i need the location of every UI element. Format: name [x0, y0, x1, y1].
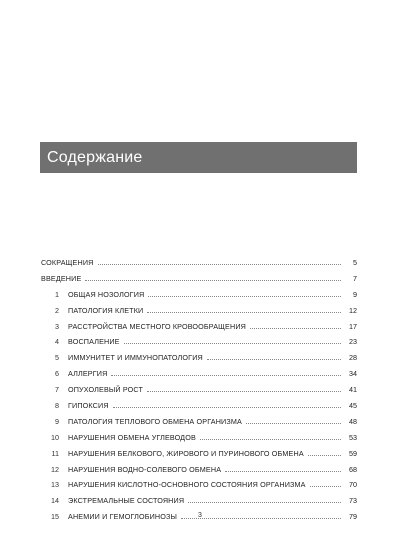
toc-entry-number: 14 [51, 496, 59, 506]
toc-entry-number: 8 [55, 401, 59, 411]
toc-entry[interactable] [41, 301, 357, 315]
toc-entry-page: 48 [349, 416, 357, 426]
table-of-contents [41, 253, 357, 523]
toc-entry-title: НАРУШЕНИЯ ОБМЕНА УГЛЕВОДОВ [68, 432, 196, 442]
toc-entry[interactable] [41, 428, 357, 442]
toc-dot-leader [225, 470, 341, 472]
toc-entry-title: АЛЛЕРГИЯ [68, 369, 108, 379]
toc-entry-number: 6 [55, 369, 59, 379]
toc-entry-title: ПАТОЛОГИЯ ТЕПЛОВОГО ОБМЕНА ОРГАНИЗМА [68, 416, 242, 426]
toc-dot-leader [111, 374, 341, 376]
toc-entry-title: ВВЕДЕНИЕ [41, 273, 82, 283]
toc-entry-number: 5 [55, 353, 59, 363]
toc-dot-leader [250, 327, 341, 329]
toc-entry-number: 2 [55, 305, 59, 315]
toc-entry-page: 68 [349, 464, 357, 474]
toc-dot-leader [124, 342, 341, 344]
toc-dot-leader [207, 358, 341, 360]
toc-dot-leader [147, 311, 341, 313]
toc-entry-page: 70 [349, 480, 357, 490]
toc-entry-page: 23 [349, 337, 357, 347]
toc-entry-number: 11 [51, 448, 59, 458]
toc-entry-title: ОБЩАЯ НОЗОЛОГИЯ [68, 289, 145, 299]
toc-entry-number: 9 [55, 416, 59, 426]
toc-entry[interactable] [41, 332, 357, 346]
toc-entry[interactable] [41, 253, 357, 267]
toc-entry-title: РАССТРОЙСТВА МЕСТНОГО КРОВООБРАЩЕНИЯ [68, 321, 246, 331]
toc-entry-number: 4 [55, 337, 59, 347]
toc-entry-title: ЭКСТРЕМАЛЬНЫЕ СОСТОЯНИЯ [68, 496, 185, 506]
toc-entry-page: 53 [349, 432, 357, 442]
toc-entry-page: 9 [353, 289, 357, 299]
toc-entry-title: ИММУНИТЕТ И ИММУНОПАТОЛОГИЯ [68, 353, 203, 363]
toc-entry-title: ВОСПАЛЕНИЕ [68, 337, 120, 347]
contents-heading-bar [40, 142, 357, 173]
toc-dot-leader [98, 263, 342, 265]
toc-entry[interactable] [41, 348, 357, 362]
toc-dot-leader [113, 406, 341, 408]
toc-entry[interactable] [41, 285, 357, 299]
page-title: Содержание [47, 149, 143, 166]
toc-entry[interactable] [41, 491, 357, 505]
toc-entry-number: 10 [51, 432, 59, 442]
toc-dot-leader [200, 438, 341, 440]
toc-entry-page: 45 [349, 401, 357, 411]
toc-entry-page: 5 [353, 258, 357, 267]
toc-entry[interactable] [41, 460, 357, 474]
toc-entry-page: 34 [349, 369, 357, 379]
toc-dot-leader [308, 454, 341, 456]
toc-entry[interactable] [41, 396, 357, 410]
toc-entry[interactable] [41, 364, 357, 378]
toc-entry-title: ОПУХОЛЕВЫЙ РОСТ [68, 385, 144, 395]
toc-entry-number: 12 [51, 464, 59, 474]
toc-entry-page: 12 [349, 305, 357, 315]
toc-entry-title: НАРУШЕНИЯ БЕЛКОВОГО, ЖИРОВОГО И ПУРИНОВОГО ОБМЕНА [68, 448, 304, 458]
toc-entry-page: 59 [349, 448, 357, 458]
toc-dot-leader [310, 485, 341, 487]
toc-entry-title: НАРУШЕНИЯ КИСЛОТНО-ОСНОВНОГО СОСТОЯНИЯ ОРГАНИЗМА [68, 480, 306, 490]
toc-entry-page: 7 [353, 273, 357, 283]
toc-dot-leader [188, 501, 341, 503]
toc-entry-title: ПАТОЛОГИЯ КЛЕТКИ [68, 305, 144, 315]
toc-dot-leader [85, 279, 341, 281]
toc-dot-leader [246, 422, 341, 424]
toc-entry-page: 41 [349, 385, 357, 395]
toc-entry[interactable] [41, 444, 357, 458]
toc-entry[interactable] [41, 475, 357, 489]
toc-entry-number: 3 [55, 321, 59, 331]
toc-dot-leader [148, 295, 341, 297]
toc-entry-page: 79 [349, 512, 357, 522]
toc-entry-number: 7 [55, 385, 59, 395]
toc-entry[interactable] [41, 269, 357, 283]
toc-entry-number: 15 [51, 512, 59, 522]
toc-entry-title: СОКРАЩЕНИЯ [41, 258, 94, 267]
toc-entry[interactable] [41, 380, 357, 394]
toc-entry[interactable] [41, 317, 357, 331]
toc-entry-title: НАРУШЕНИЯ ВОДНО-СОЛЕВОГО ОБМЕНА [68, 464, 222, 474]
toc-entry-title: АНЕМИИ И ГЕМОГЛОБИНОЗЫ [68, 512, 177, 522]
toc-dot-leader [147, 390, 341, 392]
toc-entry-page: 73 [349, 496, 357, 506]
toc-entry-number: 13 [51, 480, 59, 490]
toc-entry-title: ГИПОКСИЯ [68, 401, 109, 411]
toc-entry-page: 17 [349, 321, 357, 331]
toc-entry-page: 28 [349, 353, 357, 363]
toc-entry-number: 1 [55, 289, 59, 299]
toc-entry[interactable] [41, 412, 357, 426]
page-number: 3 [198, 512, 202, 519]
